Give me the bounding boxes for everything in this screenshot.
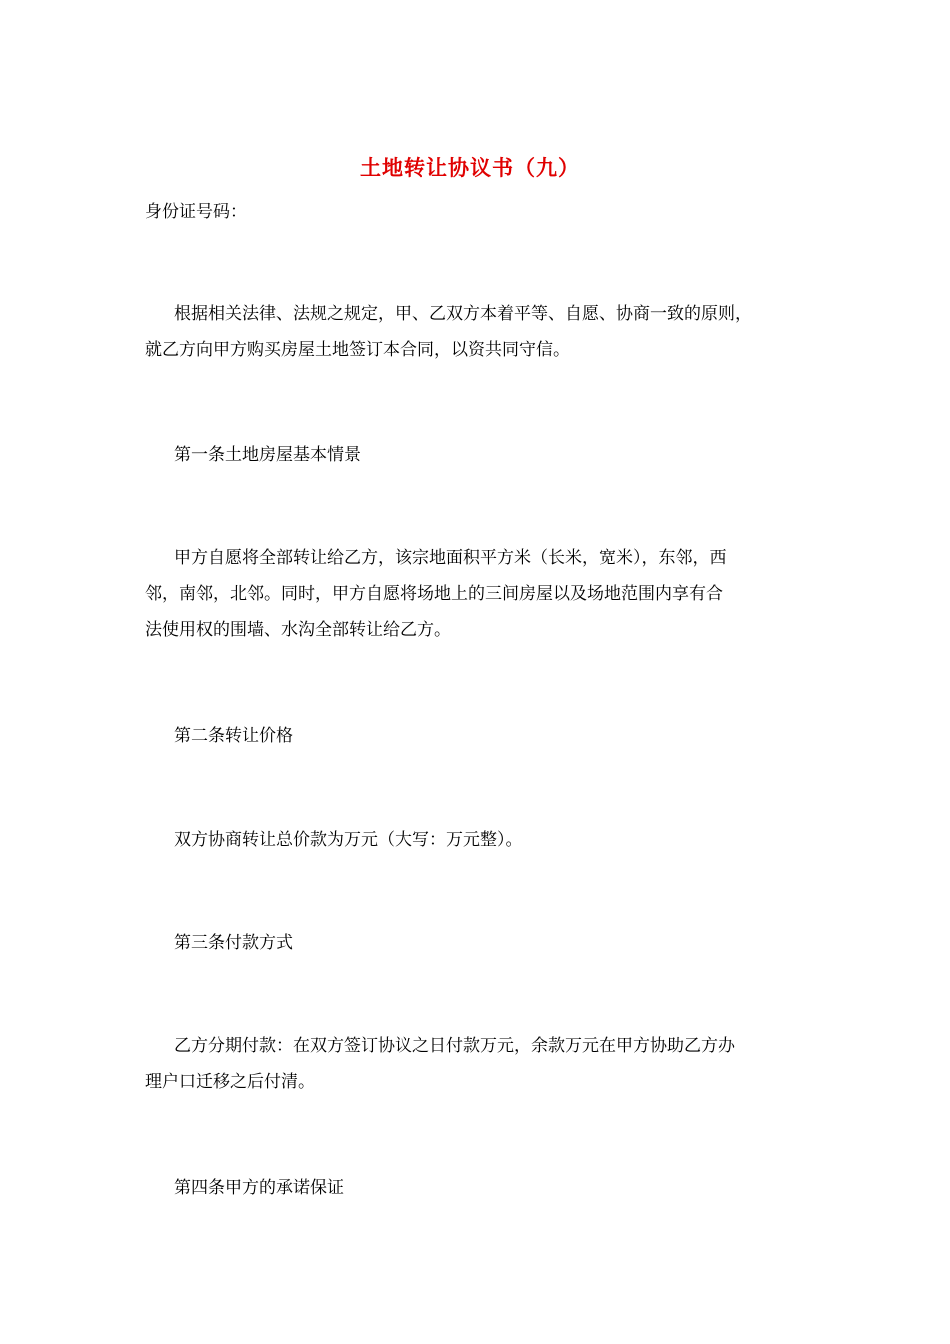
article-3-line-2: 理户口迁移之后付清。 — [145, 1072, 315, 1092]
article-3-heading: 第三条付款方式 — [174, 933, 293, 953]
article-1-heading: 第一条土地房屋基本情景 — [174, 445, 361, 465]
article-2-heading: 第二条转让价格 — [174, 726, 293, 746]
id-number-label: 身份证号码： — [145, 202, 247, 222]
intro-line-1: 根据相关法律、法规之规定，甲、乙双方本着平等、自愿、协商一致的原则， — [174, 304, 752, 324]
document-title: 土地转让协议书（九） — [360, 155, 580, 180]
article-2-text: 双方协商转让总价款为万元（大写：万元整）。 — [174, 830, 523, 850]
article-1-line-3: 法使用权的围墙、水沟全部转让给乙方。 — [145, 620, 451, 640]
intro-line-2: 就乙方向甲方购买房屋土地签订本合同，以资共同守信。 — [145, 340, 570, 360]
article-1-line-2: 邻，南邻，北邻。同时，甲方自愿将场地上的三间房屋以及场地范围内享有合 — [145, 584, 723, 604]
article-3-line-1: 乙方分期付款：在双方签订协议之日付款万元，余款万元在甲方协助乙方办 — [174, 1036, 735, 1056]
intro-paragraph — [145, 296, 825, 368]
article-3-paragraph — [145, 1028, 825, 1100]
article-4-heading: 第四条甲方的承诺保证 — [174, 1178, 344, 1198]
article-1-paragraph — [145, 540, 825, 648]
article-1-line-1: 甲方自愿将全部转让给乙方，该宗地面积平方米（长米，宽米），东邻，西 — [174, 548, 727, 568]
